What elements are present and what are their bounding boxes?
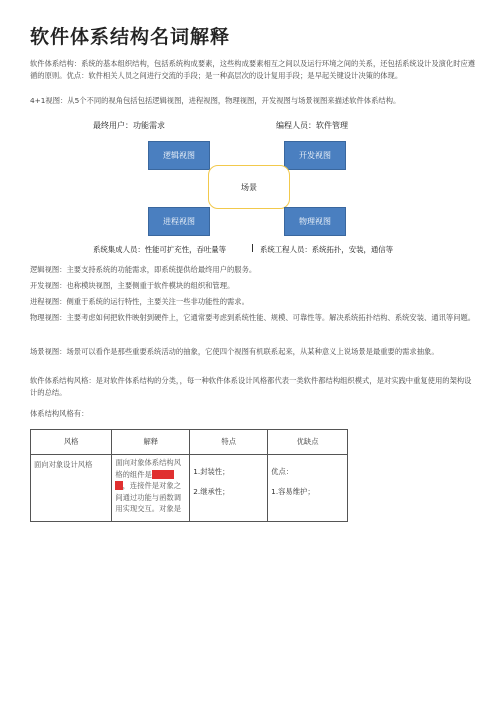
4plus1-view-diagram bbox=[90, 117, 408, 259]
box-scenario: 场景 bbox=[208, 165, 290, 209]
box-physical-view: 物理视图 bbox=[284, 207, 346, 236]
header-pros-cons: 优缺点 bbox=[268, 430, 348, 455]
label-programmer: 编程人员：软件管理 bbox=[276, 121, 348, 130]
label-end-user: 最终用户：功能需求 bbox=[93, 121, 165, 130]
pros-item: 1.容易维护； bbox=[271, 487, 315, 496]
architecture-style-table bbox=[30, 429, 348, 522]
header-features: 特点 bbox=[190, 430, 268, 455]
header-explain: 解释 bbox=[112, 430, 190, 455]
table-row bbox=[31, 455, 348, 522]
table-header-row bbox=[31, 430, 348, 455]
feature-item: 2.继承性； bbox=[193, 487, 230, 496]
cell-explain bbox=[112, 455, 190, 522]
box-logical-view: 逻辑视图 bbox=[148, 141, 210, 170]
paragraph-physical-view: 物理视图：主要考虑如何把软件映射到硬件上，它通常要考虑到系统性能、规模、可靠性等。解决系统拓扑结构、系统安装、通讯等问题。 bbox=[30, 313, 476, 322]
label-system-engineer: 系统工程人员：系统拓扑，安装，通信等 bbox=[260, 245, 394, 254]
paragraph-definition: 软件体系结构：系统的基本组织结构，包括系统构成要素，这些构成要素相互之间以及运行环境之间的关系，还包括系统设计及演化时应遵循的原则。优点：软件相关人员之间进行交流的手段；是一种高层次的设计复用手段；是早起关键设计决策的体现。 bbox=[30, 59, 476, 80]
box-process-view: 进程视图 bbox=[148, 207, 210, 236]
paragraph-logical-view: 逻辑视图：主要支持系统的功能需求，即系统提供给最终用户的服务。 bbox=[30, 265, 257, 274]
label-system-integrator: 系统集成人员：性能可扩充性，吞吐量等 bbox=[93, 245, 227, 254]
page-title: 软件体系结构名词解释 bbox=[30, 26, 231, 48]
paragraph-group bbox=[30, 312, 478, 330]
paragraph-scenario-view: 场景视图：场景可以看作是那些重要系统活动的抽象，它使四个视图有机联系起来，从某种意义上说场景是最重要的需求抽象。 bbox=[30, 347, 439, 356]
paragraph-architecture-style: 软件体系结构风格：是对软件体系结构的分类，，每一种软件体系设计风格都代表一类软件都结构组织模式，是对实践中重复使用的架构设计的总结。 bbox=[30, 376, 472, 397]
pros-label: 优点： bbox=[271, 467, 294, 476]
header-style: 风格 bbox=[31, 430, 112, 455]
cell-style: 面向对象设计风格 bbox=[31, 455, 112, 522]
paragraph-process-view: 进程视图：侧重于系统的运行特性，主要关注一些非功能性的需求。 bbox=[30, 297, 249, 306]
explain-text-after: ，连接件是对象之间通过功能与函数调用实现交互。对象是 bbox=[115, 481, 181, 513]
cell-features bbox=[190, 455, 268, 522]
explain-highlight: 对象实例 bbox=[115, 469, 174, 490]
separator-bar: | bbox=[251, 243, 254, 252]
paragraph-4plus1: 4+1视图：从5个不同的视角包括包括逻辑视图，进程视图，物理视图，开发视图与场景视图来描述软件体系结构。 bbox=[30, 96, 401, 105]
explain-text-before: 面向对象体系结构风格的组件是 bbox=[115, 458, 181, 479]
feature-item: 1.封装性； bbox=[193, 467, 230, 476]
paragraph-development-view: 开发视图：也称模块视图，主要侧重于软件模块的组织和管理。 bbox=[30, 281, 235, 290]
cell-pros-cons bbox=[268, 455, 348, 522]
paragraph-style-list-intro: 体系结构风格有： bbox=[30, 409, 89, 418]
box-development-view: 开发视图 bbox=[284, 141, 346, 170]
